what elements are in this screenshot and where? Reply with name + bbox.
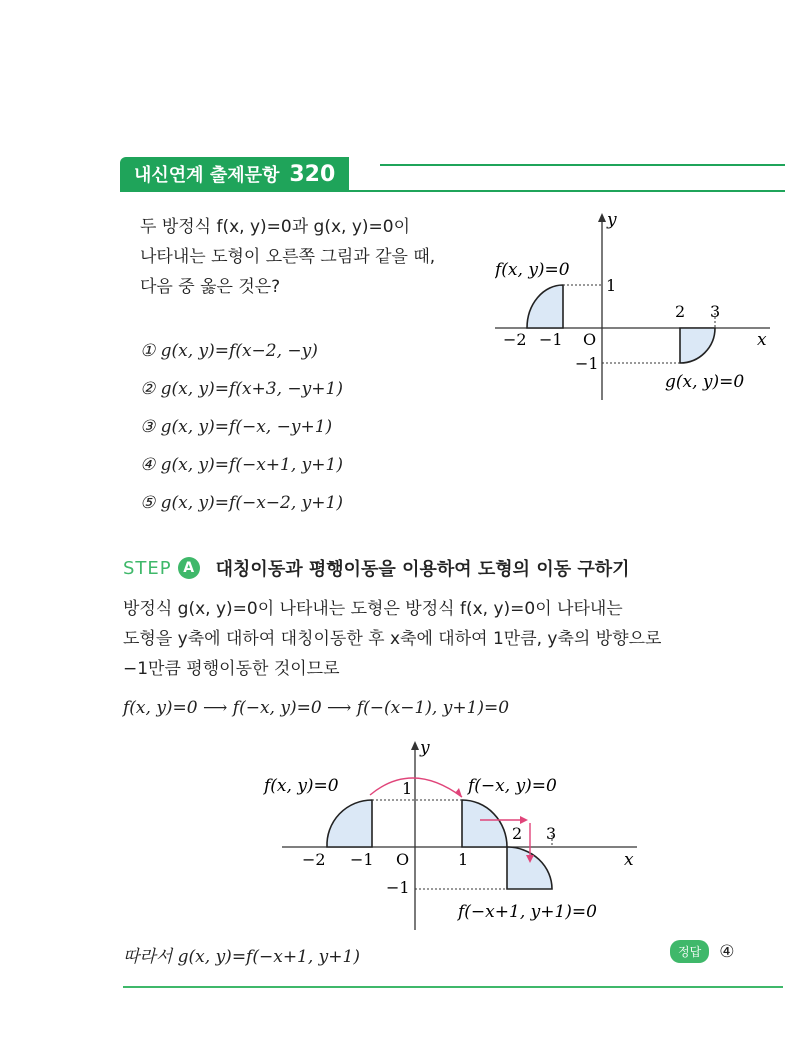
g-label: g(x, y)=0 <box>665 372 745 392</box>
conclusion-text: 따라서 g(x, y)=f(−x+1, y+1) <box>123 947 360 967</box>
f-region <box>327 800 372 847</box>
tick-label: 1 <box>402 779 413 798</box>
step-title: 대칭이동과 평행이동을 이용하여 도형의 이동 구하기 <box>215 559 630 580</box>
arrow-head-icon <box>455 788 462 797</box>
x-axis-label: x <box>757 330 767 350</box>
reflect-arrow <box>370 778 462 797</box>
f-reflect-label: f(−x, y)=0 <box>468 776 557 796</box>
y-axis-arrow-icon <box>411 741 419 750</box>
choice-item[interactable]: ③ g(x, y)=f(−x, −y+1) <box>140 417 333 437</box>
answer-value: ④ <box>719 941 735 962</box>
origin-label: O <box>396 850 410 869</box>
solution-figure <box>262 735 662 935</box>
step-word: STEP <box>123 557 172 579</box>
g-region <box>680 328 715 363</box>
f-label: f(x, y)=0 <box>264 776 339 796</box>
question-line: 두 방정식 f(x, y)=0과 g(x, y)=0이 <box>140 217 411 237</box>
y-axis-label: y <box>607 210 617 230</box>
tick-label: 1 <box>606 276 617 295</box>
problem-tag-label: 내신연계 출제문항 <box>134 165 280 186</box>
tick-label: −2 <box>503 330 527 349</box>
question-text <box>140 212 500 302</box>
tick-label: 3 <box>546 824 557 843</box>
tick-label: 1 <box>458 850 469 869</box>
reflected-region <box>462 800 507 847</box>
bottom-rule <box>123 986 783 988</box>
solution-line: 도형을 y축에 대하여 대칭이동한 후 x축에 대하여 1만큼, y축의 방향으로 <box>123 629 662 649</box>
tick-label: 2 <box>675 302 686 321</box>
answer-box <box>670 940 734 963</box>
problem-figure <box>495 205 780 405</box>
problem-tag <box>120 157 349 191</box>
origin-label: O <box>583 330 597 349</box>
f-region <box>527 285 563 328</box>
solution-line: 방정식 g(x, y)=0이 나타내는 도형은 방정식 f(x, y)=0이 나타내는 <box>123 599 623 619</box>
choice-item[interactable]: ② g(x, y)=f(x+3, −y+1) <box>140 379 343 399</box>
tick-label: −1 <box>539 330 563 349</box>
x-axis-label: x <box>624 850 634 870</box>
problem-number: 320 <box>289 161 336 187</box>
question-line: 나타내는 도형이 오른쪽 그림과 같을 때, <box>140 247 436 267</box>
solution-line: −1만큼 평행이동한 것이므로 <box>123 659 340 679</box>
transformation-chain: f(x, y)=0 ⟶ f(−x, y)=0 ⟶ f(−(x−1), y+1)=0 <box>123 698 510 718</box>
step-heading <box>123 555 630 581</box>
answer-badge: 정답 <box>670 940 709 963</box>
f-label: f(x, y)=0 <box>495 260 570 280</box>
tick-label: −2 <box>302 850 326 869</box>
tick-label: −1 <box>386 878 410 897</box>
arrow-head-icon <box>520 816 528 824</box>
step-badge: A <box>178 557 200 579</box>
tick-label: −1 <box>575 354 599 373</box>
f-final-label: f(−x+1, y+1)=0 <box>458 902 597 922</box>
tick-label: −1 <box>350 850 374 869</box>
choice-list <box>140 332 343 522</box>
y-axis-arrow-icon <box>598 213 606 222</box>
question-line: 다음 중 옳은 것은? <box>140 277 281 297</box>
choice-item[interactable]: ⑤ g(x, y)=f(−x−2, y+1) <box>140 493 343 513</box>
tick-label: 3 <box>710 302 721 321</box>
solution-text <box>123 594 783 684</box>
y-axis-label: y <box>420 738 430 758</box>
choice-item[interactable]: ④ g(x, y)=f(−x+1, y+1) <box>140 455 343 475</box>
tick-label: 2 <box>512 824 523 843</box>
header-rule-top <box>380 164 785 166</box>
choice-item[interactable]: ① g(x, y)=f(x−2, −y) <box>140 341 318 361</box>
